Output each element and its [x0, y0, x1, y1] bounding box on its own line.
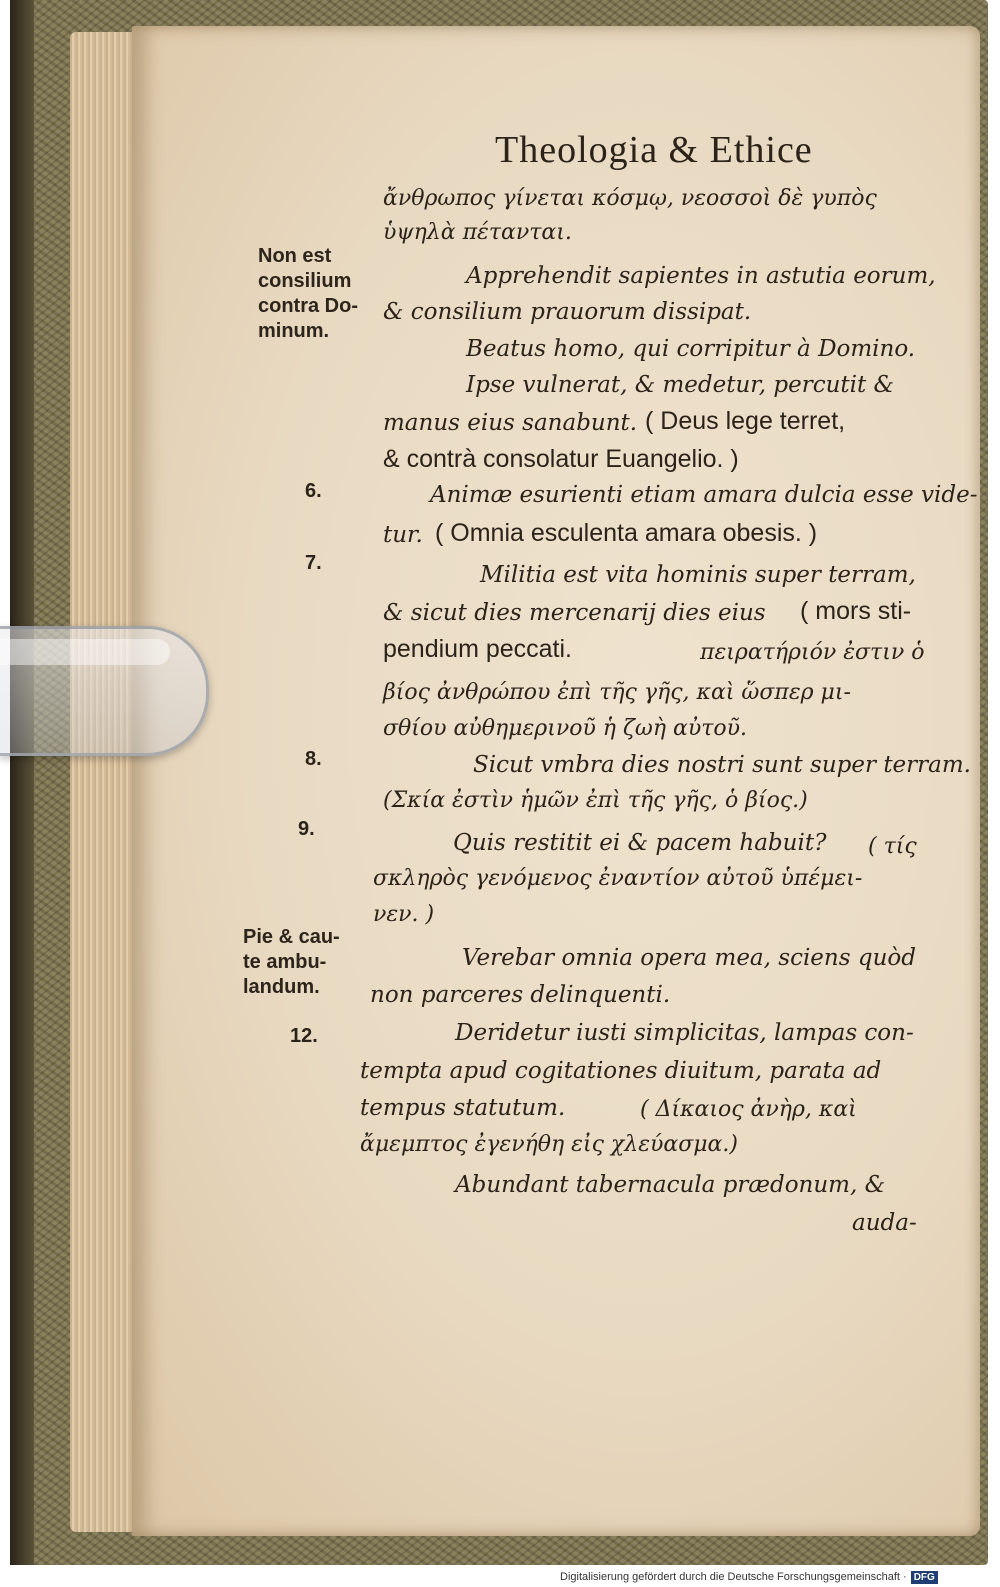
page-clip — [0, 626, 209, 756]
text-line: βίος ἀνθρώπου ἐπὶ τῆς γῆς, καὶ ὥσπερ μι- — [383, 680, 851, 705]
text-line: tur. — [383, 522, 423, 548]
text-line-gloss: ( Deus lege terret, — [645, 407, 846, 435]
text-line: Deridetur iusti simplicitas, lampas con- — [455, 1020, 914, 1046]
text-line: tempta apud cogitationes diuitum, parata ad — [360, 1058, 882, 1084]
text-line: Militia est vita hominis super terram, — [480, 562, 916, 588]
text-line: Abundant tabernacula prædonum, & — [455, 1172, 886, 1198]
text-line-gloss: & contrà consolatur Euangelio. ) — [383, 445, 739, 473]
verse-number: 6. — [305, 480, 322, 502]
text-line: manus eius sanabunt. — [383, 410, 638, 436]
credit-text: Digitalisierung gefördert durch die Deutsche Forschungsgemeinschaft · — [560, 1571, 907, 1583]
text-line: ( τίς — [868, 834, 917, 859]
text-line: (Σκία ἐστὶν ἡμῶν ἐπὶ τῆς γῆς, ὁ βίος.) — [383, 788, 808, 813]
text-line: ἄνθρωπος γίνεται κόσμῳ, νεοσσοὶ δὲ γυπὸς — [383, 186, 877, 211]
digitization-credit — [560, 1568, 938, 1586]
text-line: ὑψηλὰ πέτανται. — [383, 220, 572, 245]
text-line: ( Δίκαιος ἀνὴρ, καὶ — [640, 1097, 857, 1122]
text-line: πειρατήριόν ἐστιν ὁ — [700, 640, 925, 665]
verse-number: 12. — [290, 1025, 318, 1047]
text-line: tempus statutum. — [360, 1095, 566, 1121]
verse-number: 9. — [298, 818, 315, 840]
text-line: Ipse vulnerat, & medetur, percutit & — [466, 372, 895, 398]
text-line: Sicut vmbra dies nostri sunt super terram. — [473, 752, 971, 778]
text-line: νεν. ) — [373, 902, 435, 927]
text-line: Beatus homo, qui corripitur à Domino. — [466, 336, 916, 362]
dfg-logo: DFG — [911, 1571, 938, 1584]
text-line-gloss: ( Omnia esculenta amara obesis. ) — [435, 519, 818, 547]
text-line-gloss: ( mors sti- — [800, 597, 912, 625]
text-line: Quis restitit ei & pacem habuit? — [453, 830, 827, 856]
verse-number: 8. — [305, 748, 322, 770]
text-line: non parceres delinquenti. — [370, 982, 671, 1008]
text-line: ἄμεμπτος ἐγενήθη εἰς χλεύασμα.) — [360, 1132, 738, 1157]
cover-shadow — [10, 0, 34, 1565]
text-line: Verebar omnia opera mea, sciens quòd — [462, 945, 916, 971]
text-line: & sicut dies mercenarij dies eius — [383, 600, 766, 626]
margin-note-pie-caute: Pie & cau- te ambu- landum. — [243, 926, 340, 998]
margin-note-consilium: Non est consilium contra Do- minum. — [258, 245, 358, 342]
text-line-gloss: pendium peccati. — [383, 635, 573, 663]
running-head: Theologia & Ethice — [495, 129, 813, 171]
text-line: & consilium prauorum dissipat. — [383, 299, 752, 325]
text-line: Animæ esurienti etiam amara dulcia esse vide- — [430, 482, 978, 508]
verse-number: 7. — [305, 552, 322, 574]
text-line: Apprehendit sapientes in astutia eorum, — [466, 263, 936, 289]
text-line: σκληρὸς γενόμενος ἐναντίον αὐτοῦ ὑπέμει- — [373, 866, 863, 891]
text-line: σθίου αὐθημερινοῦ ἡ ζωὴ αὐτοῦ. — [383, 716, 748, 741]
catchword: auda- — [852, 1210, 917, 1236]
